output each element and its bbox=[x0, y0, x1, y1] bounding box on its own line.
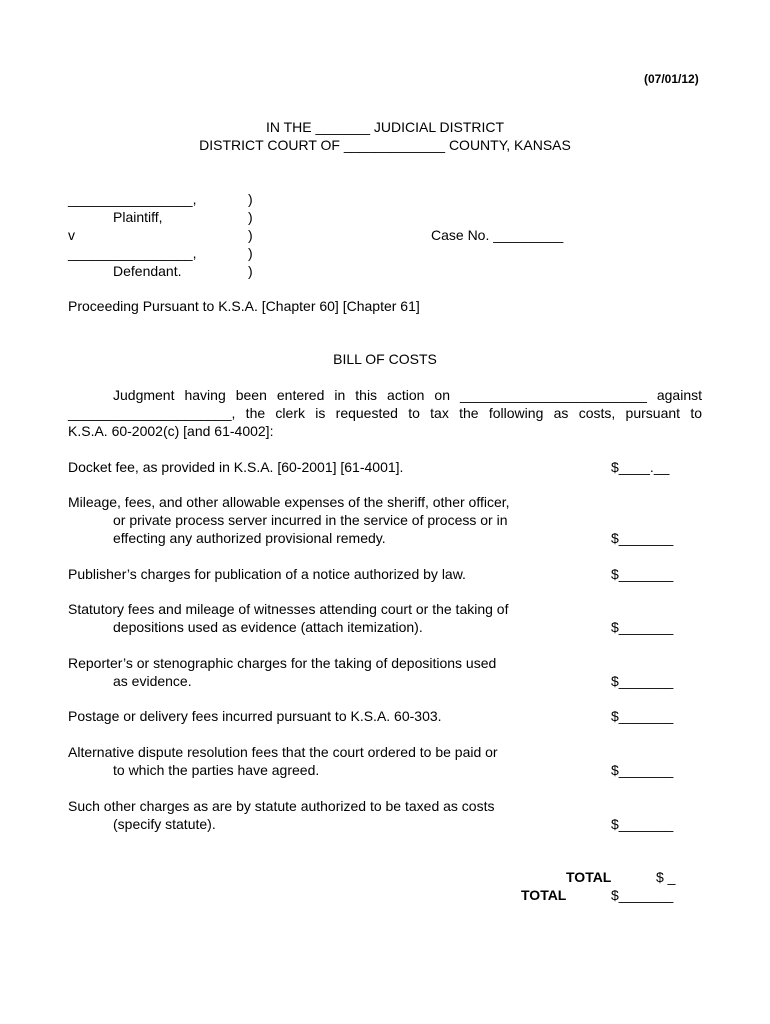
cost-item-description: Such other charges as are by statute authorized to be taxed as costs bbox=[68, 798, 495, 814]
cost-item-description: as evidence. bbox=[113, 673, 192, 689]
cost-amount-field[interactable]: $____.__ bbox=[611, 459, 670, 475]
cost-amount-field[interactable]: $_______ bbox=[611, 762, 674, 778]
versus-label: v bbox=[68, 227, 75, 243]
document-title: BILL OF COSTS bbox=[333, 351, 437, 367]
court-header-line1: IN THE _______ JUDICIAL DISTRICT bbox=[265, 119, 505, 135]
intro-line: Judgment having been entered in this action on ________________________ against bbox=[113, 387, 702, 403]
plaintiff-label: Plaintiff, bbox=[113, 209, 163, 225]
form-revision-date: (07/01/12) bbox=[644, 72, 699, 86]
cost-item-description: Mileage, fees, and other allowable expenses of the sheriff, other officer, bbox=[68, 494, 510, 510]
cost-item-description: Docket fee, as provided in K.S.A. [60-2001] [61-4001]. bbox=[68, 459, 404, 475]
intro-line: _____________________, the clerk is requested to tax the following as costs, pursuant to bbox=[68, 405, 702, 421]
proceeding-statement: Proceeding Pursuant to K.S.A. [Chapter 60] [Chapter 61] bbox=[68, 298, 420, 314]
cost-item-description: or private process server incurred in the service of process or in bbox=[113, 512, 508, 528]
cost-item-description: to which the parties have agreed. bbox=[113, 762, 320, 778]
cost-amount-field[interactable]: $_______ bbox=[611, 708, 674, 724]
total-amount-field[interactable]: $ _ bbox=[656, 869, 676, 885]
caption-paren: ) bbox=[248, 227, 253, 243]
cost-item-description: (specify statute). bbox=[113, 816, 216, 832]
cost-amount-field[interactable]: $_______ bbox=[611, 566, 674, 582]
intro-line: K.S.A. 60-2002(c) [and 61-4002]: bbox=[68, 423, 274, 439]
caption-paren: ) bbox=[248, 245, 253, 261]
cost-item-description: Statutory fees and mileage of witnesses attending court or the taking of bbox=[68, 601, 509, 617]
defendant-name-blank[interactable]: ________________, bbox=[68, 245, 197, 261]
caption-paren: ) bbox=[248, 191, 253, 207]
total-label: TOTAL bbox=[521, 887, 567, 903]
cost-item-description: depositions used as evidence (attach itemization). bbox=[113, 619, 423, 635]
case-number-field[interactable]: Case No. _________ bbox=[431, 227, 564, 243]
cost-amount-field[interactable]: $_______ bbox=[611, 530, 674, 546]
total-label: TOTAL bbox=[566, 869, 612, 885]
plaintiff-name-blank[interactable]: ________________, bbox=[68, 191, 197, 207]
caption-paren: ) bbox=[248, 209, 253, 225]
defendant-label: Defendant. bbox=[113, 263, 182, 279]
court-header-line2: DISTRICT COURT OF _____________ COUNTY, KANSAS bbox=[199, 137, 571, 153]
cost-amount-field[interactable]: $_______ bbox=[611, 816, 674, 832]
cost-item-description: Reporter’s or stenographic charges for the taking of depositions used bbox=[68, 655, 497, 671]
caption-paren: ) bbox=[248, 263, 253, 279]
total-amount-field[interactable]: $_______ bbox=[611, 887, 674, 903]
cost-amount-field[interactable]: $_______ bbox=[611, 619, 674, 635]
cost-amount-field[interactable]: $_______ bbox=[611, 673, 674, 689]
cost-item-description: Postage or delivery fees incurred pursuant to K.S.A. 60-303. bbox=[68, 708, 442, 724]
cost-item-description: Publisher’s charges for publication of a notice authorized by law. bbox=[68, 566, 466, 582]
cost-item-description: effecting any authorized provisional remedy. bbox=[113, 530, 386, 546]
cost-item-description: Alternative dispute resolution fees that the court ordered to be paid or bbox=[68, 744, 498, 760]
